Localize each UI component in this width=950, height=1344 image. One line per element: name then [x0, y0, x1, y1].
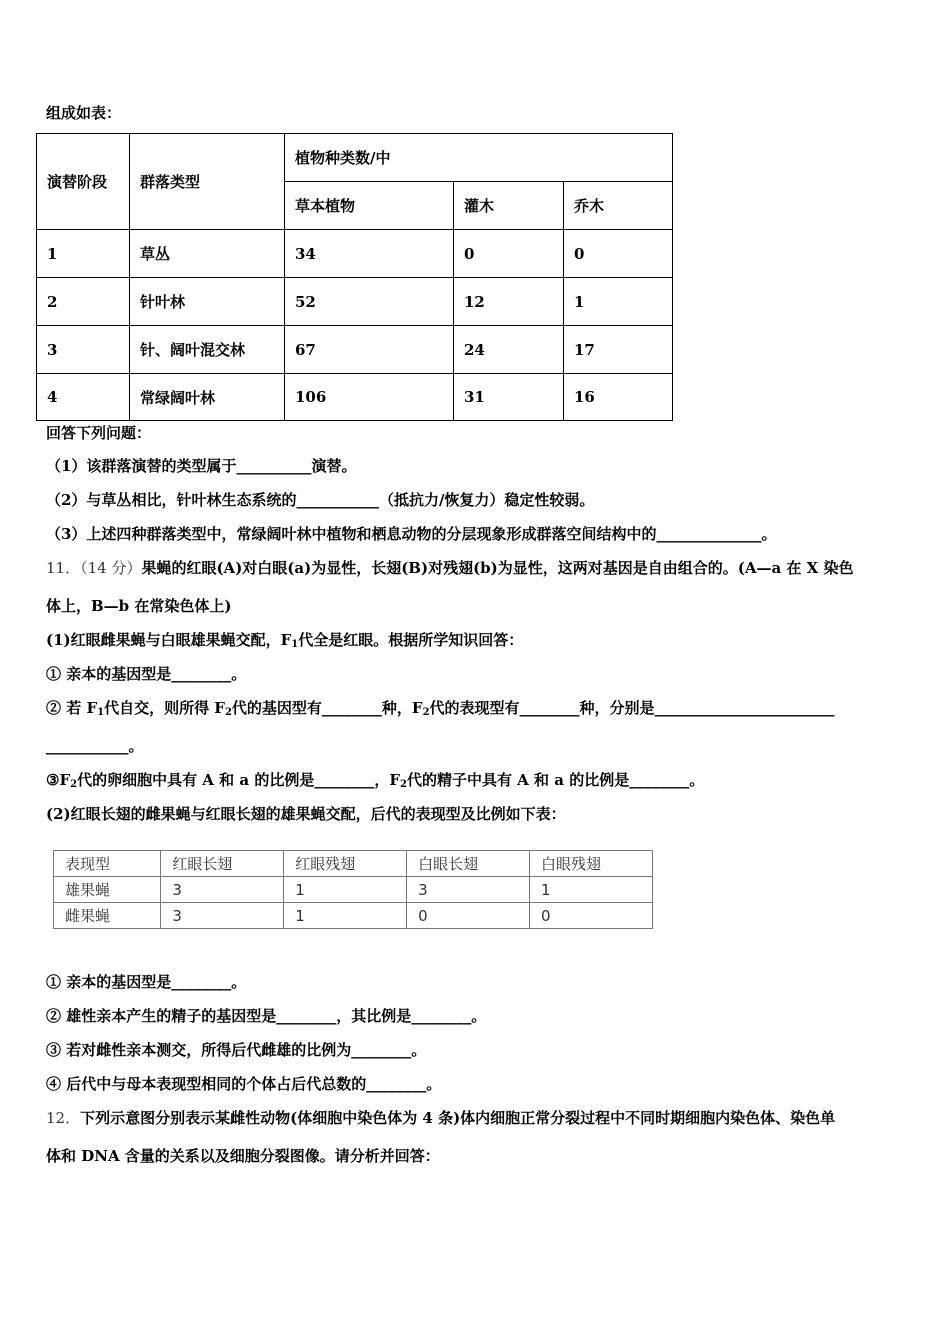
header-cell: 红眼残翅 [284, 851, 407, 877]
subscript: 2 [224, 707, 232, 718]
cell-shrub: 12 [454, 278, 564, 326]
table-row [37, 326, 673, 374]
table-row [54, 851, 653, 877]
q11-p2-q1: ① 亲本的基因型是________。 [46, 973, 247, 991]
q11-p2-q2: ② 雄性亲本产生的精子的基因型是________，其比例是________。 [46, 1007, 487, 1025]
cell-herb: 106 [285, 374, 454, 421]
text: 代自交，则所得 F [104, 699, 225, 717]
succession-table [36, 133, 673, 421]
intro-text: 组成如表： [46, 104, 122, 122]
cell-stage: 1 [37, 230, 130, 278]
cell-stage: 4 [37, 374, 130, 421]
text: 代的卵细胞中具有 A 和 a 的比例是________，F [77, 771, 400, 789]
text: 代的基因型有________种，F [231, 699, 423, 717]
header-cell: 白眼长翅 [407, 851, 530, 877]
q11-p1-q1: ① 亲本的基因型是________。 [46, 665, 247, 683]
cell-stage: 3 [37, 326, 130, 374]
cell-herb: 34 [285, 230, 454, 278]
text: 代的精子中具有 A 和 a 的比例是________。 [406, 771, 705, 789]
table-row [54, 877, 653, 903]
header-type: 群落类型 [130, 134, 285, 230]
header-herb: 草本植物 [285, 182, 454, 230]
cell-tree: 1 [564, 278, 673, 326]
subscript: 1 [97, 707, 105, 718]
q11-p2-q3: ③ 若对雌性亲本测交，所得后代雌雄的比例为________。 [46, 1041, 427, 1059]
q10-sub3: （3）上述四种群落类型中，常绿阔叶林中植物和栖息动物的分层现象形成群落空间结构中的______________。 [46, 525, 777, 543]
q11-p1-q2 [46, 698, 835, 723]
cell-stage: 2 [37, 278, 130, 326]
table-row [37, 374, 673, 421]
header-tree: 乔木 [564, 182, 673, 230]
subscript: 2 [422, 707, 430, 718]
cell-herb: 52 [285, 278, 454, 326]
cell-tree: 16 [564, 374, 673, 421]
q11-part1 [46, 630, 523, 655]
q10-sub1: （1）该群落演替的类型属于__________演替。 [46, 457, 357, 475]
q10-sub2: （2）与草丛相比，针叶林生态系统的___________（抵抗力/恢复力）稳定性较弱。 [46, 491, 595, 509]
table-cell: 3 [161, 903, 284, 929]
text: 代全是红眼。根据所学知识回答： [298, 631, 524, 649]
q11-p2-q4: ④ 后代中与母本表现型相同的个体占后代总数的________。 [46, 1075, 442, 1093]
table-cell: 0 [530, 903, 653, 929]
cell-type: 针、阔叶混交林 [130, 326, 285, 374]
cell-herb: 67 [285, 326, 454, 374]
header-cell: 表现型 [54, 851, 161, 877]
q12-stem: 下列示意图分别表示某雌性动物(体细胞中染色体为 4 条)体内细胞正常分裂过程中不同时期细胞内染色体、染色单 [80, 1109, 836, 1127]
table-cell: 1 [530, 877, 653, 903]
cell-shrub: 0 [454, 230, 564, 278]
row-label: 雌果蝇 [54, 903, 161, 929]
q11-stem-line1 [46, 558, 854, 578]
q11-stem: 果蝇的红眼(A)对白眼(a)为显性，长翅(B)对残翅(b)为显性，这两对基因是自由组合的。(A—a 在 X 染色 [141, 559, 854, 577]
q11-stem-line2: 体上，B—b 在常染色体上) [46, 597, 232, 615]
row-label: 雄果蝇 [54, 877, 161, 903]
header-stage: 演替阶段 [37, 134, 130, 230]
cell-type: 针叶林 [130, 278, 285, 326]
q11-p1-q2-cont: ___________。 [46, 737, 144, 755]
cell-shrub: 31 [454, 374, 564, 421]
header-cell: 红眼长翅 [161, 851, 284, 877]
table-cell: 3 [161, 877, 284, 903]
header-shrub: 灌木 [454, 182, 564, 230]
q11-p1-q3 [46, 770, 704, 795]
text: 代的表现型有________种，分别是________________________ [429, 699, 835, 717]
subscript: 1 [291, 639, 299, 650]
table-cell: 0 [407, 903, 530, 929]
table-cell: 1 [284, 877, 407, 903]
cell-tree: 17 [564, 326, 673, 374]
text: ③F [46, 771, 71, 789]
cell-type: 草丛 [130, 230, 285, 278]
q12-number: 12． [46, 1109, 81, 1127]
subscript: 2 [70, 779, 78, 790]
text: ② 若 F [46, 699, 98, 717]
header-species: 植物种类数/中 [285, 134, 673, 182]
table-row [54, 903, 653, 929]
table-row [37, 230, 673, 278]
text: (1)红眼雌果蝇与白眼雄果蝇交配，F [46, 631, 292, 649]
fruitfly-table [53, 850, 653, 929]
q12-stem-line1 [46, 1108, 835, 1128]
subscript: 2 [399, 779, 407, 790]
table-cell: 3 [407, 877, 530, 903]
cell-type: 常绿阔叶林 [130, 374, 285, 421]
table-cell: 1 [284, 903, 407, 929]
q11-number: 11．（14 分） [46, 559, 142, 577]
cell-tree: 0 [564, 230, 673, 278]
q12-stem-line2: 体和 DNA 含量的关系以及细胞分裂图像。请分析并回答： [46, 1147, 440, 1165]
header-cell: 白眼残翅 [530, 851, 653, 877]
q11-part2: (2)红眼长翅的雌果蝇与红眼长翅的雄果蝇交配，后代的表现型及比例如下表： [46, 805, 566, 823]
table-row [37, 278, 673, 326]
q10-prompt: 回答下列问题： [46, 424, 152, 442]
cell-shrub: 24 [454, 326, 564, 374]
